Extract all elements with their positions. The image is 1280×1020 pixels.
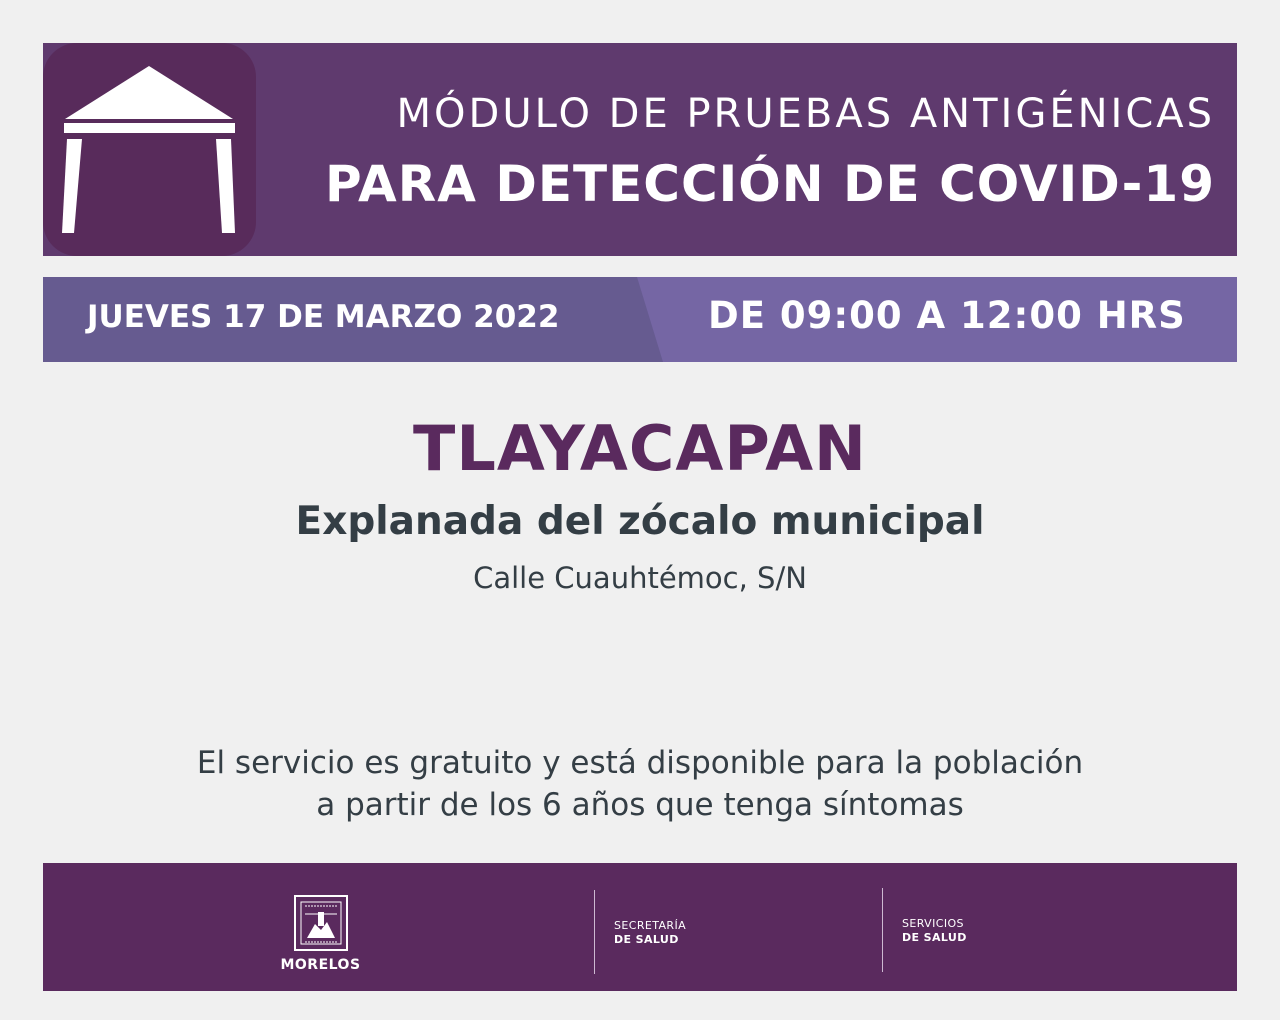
notice-line-1: El servicio es gratuito y está disponible para la población [196, 745, 1084, 781]
header-banner [43, 43, 1237, 256]
schedule-bar [43, 277, 1237, 362]
morelos-seal-icon [293, 894, 349, 952]
event-time: DE 09:00 A 12:00 HRS [708, 294, 1186, 337]
org2-line2: DE SALUD [902, 931, 967, 944]
footer-divider [594, 890, 595, 974]
tent-icon [43, 43, 256, 256]
org1-line1: SECRETARÍA [614, 919, 687, 932]
municipality-name: TLAYACAPAN [413, 412, 867, 485]
footer-banner [43, 863, 1237, 991]
servicios-de-salud-logo [902, 917, 967, 945]
title-line-1: MÓDULO DE PRUEBAS ANTIGÉNICAS [396, 91, 1215, 137]
morelos-label: MORELOS [280, 957, 361, 973]
event-date: JUEVES 17 DE MARZO 2022 [87, 299, 560, 335]
secretaria-de-salud-logo [614, 919, 686, 947]
venue-name: Explanada del zócalo municipal [295, 499, 985, 544]
venue-address: Calle Cuauhtémoc, S/N [473, 561, 807, 595]
org1-line2: DE SALUD [614, 933, 679, 946]
notice-line-2: a partir de los 6 años que tenga síntomas [316, 787, 964, 823]
tent-icon-tile [43, 43, 256, 256]
title-line-2: PARA DETECCIÓN DE COVID-19 [324, 155, 1215, 213]
org2-line1: SERVICIOS [902, 917, 964, 930]
footer-divider [882, 888, 883, 972]
